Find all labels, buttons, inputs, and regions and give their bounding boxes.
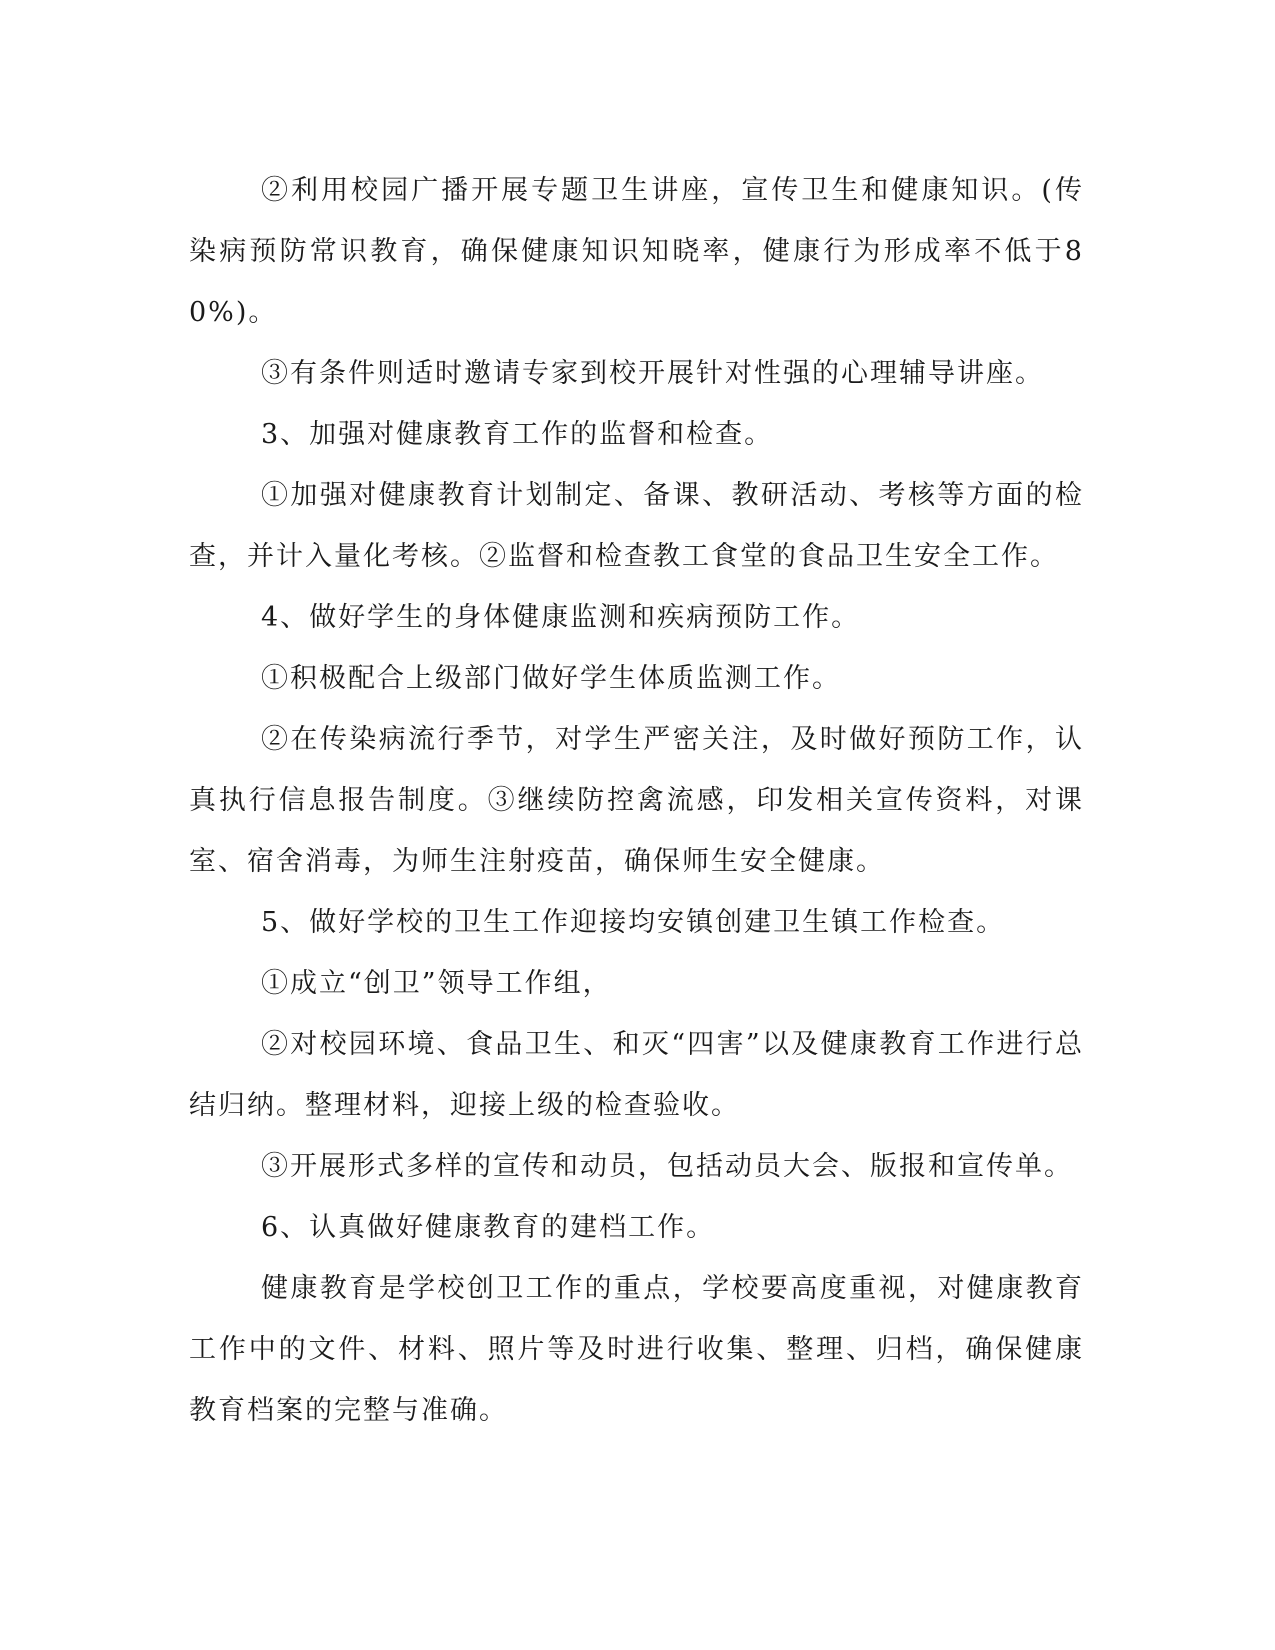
heading-item-6: 6、认真做好健康教育的建档工作。 — [261, 1212, 716, 1243]
heading-item-4: 4、做好学生的身体健康监测和疾病预防工作。 — [261, 602, 861, 633]
paragraph-publicity: ③开展形式多样的宣传和动员，包括动员大会、版报和宣传单。 — [261, 1151, 1073, 1182]
paragraph-disease-prevention: ②在传染病流行季节，对学生严密关注，及时做好预防工作，认真执行信息报告制度。③继续防控禽流感，印发相关宣传资料，对课室、宿舍消毒，为师生注射疫苗，确保师生安全健康。 — [189, 724, 1084, 877]
heading-item-5: 5、做好学校的卫生工作迎接均安镇创建卫生镇工作检查。 — [261, 907, 1006, 938]
paragraph-inspection: ①加强对健康教育计划制定、备课、教研活动、考核等方面的检查，并计入量化考核。②监督和检查教工食堂的食品卫生安全工作。 — [189, 480, 1084, 572]
paragraph-archiving: 健康教育是学校创卫工作的重点，学校要高度重视，对健康教育工作中的文件、材料、照片等及时进行收集、整理、归档，确保健康教育档案的完整与准确。 — [189, 1273, 1084, 1426]
heading-item-3: 3、加强对健康教育工作的监督和检查。 — [261, 419, 774, 450]
paragraph-physical-monitoring: ①积极配合上级部门做好学生体质监测工作。 — [261, 663, 841, 694]
paragraph-expert-lectures: ③有条件则适时邀请专家到校开展针对性强的心理辅导讲座。 — [261, 358, 1044, 389]
paragraph-broadcast-lectures: ②利用校园广播开展专题卫生讲座，宣传卫生和健康知识。(传染病预防常识教育，确保健康知识知晓率，健康行为形成率不低于80%)。 — [189, 175, 1084, 328]
document-body — [189, 160, 1084, 1441]
paragraph-working-group: ①成立“创卫”领导工作组， — [261, 968, 612, 999]
paragraph-summary: ②对校园环境、食品卫生、和灭“四害”以及健康教育工作进行总结归纳。整理材料，迎接上级的检查验收。 — [189, 1029, 1084, 1121]
